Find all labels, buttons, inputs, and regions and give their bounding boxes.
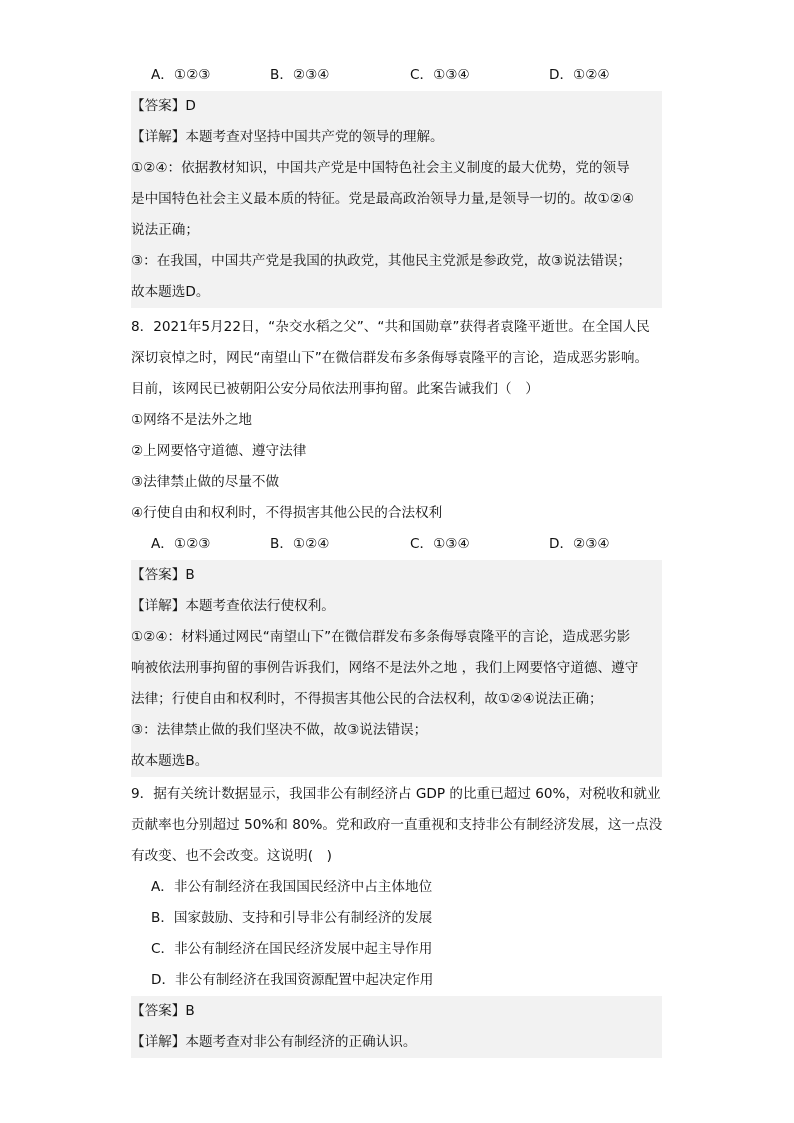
q8-answer: 【答案】B [131, 560, 662, 591]
q8-explanation-line: ③：法律禁止做的我们坚决不做，故③说法错误； [131, 715, 662, 746]
q7-explanation-line: ①②④：依据教材知识，中国共产党是中国特色社会主义制度的最大优势，党的领导 [131, 153, 662, 184]
q9-option-b: B．国家鼓励、支持和引导非公有制经济的发展 [151, 910, 433, 926]
q7-explanation-line: 说法正确； [131, 215, 662, 246]
q9-option-c: C．非公有制经济在国民经济发展中起主导作用 [151, 941, 433, 957]
q9-option-a: A．非公有制经济在我国国民经济中占主体地位 [151, 879, 433, 895]
q7-option-c: C．①③④ [410, 67, 470, 83]
q8-item-1: ①网络不是法外之地 [131, 412, 252, 428]
q7-options [131, 60, 662, 91]
q7-option-d: D．①②④ [549, 67, 610, 83]
q9-answer: 【答案】B [131, 996, 662, 1027]
q7-detail: 【详解】本题考查对坚持中国共产党的领导的理解。 [131, 122, 662, 153]
q8-options [131, 529, 662, 560]
q9-stem-line: 9．据有关统计数据显示，我国非公有制经济占 GDP 的比重已超过 60%，对税收和就业 [131, 786, 661, 802]
q8-option-c: C．①③④ [410, 536, 470, 552]
q8-option-d: D．②③④ [549, 536, 610, 552]
q8-stem-line: 目前，该网民已被朝阳公安分局依法刑事拘留。此案告诫我们（ ） [131, 381, 539, 397]
q9-option-d: D．非公有制经济在我国资源配置中起决定作用 [151, 972, 434, 988]
q8-item-2: ②上网要恪守道德、遵守法律 [131, 443, 307, 459]
q8-detail: 【详解】本题考查依法行使权利。 [131, 591, 662, 622]
q9-stem-line: 贡献率也分别超过 50%和 80%。党和政府一直重视和支持非公有制经济发展，这一点没 [131, 817, 662, 833]
q8-stem-line: 深切哀悼之时，网民“南望山下”在微信群发布多条侮辱袁隆平的言论，造成恶劣影响。 [131, 350, 649, 366]
q9-detail: 【详解】本题考查对非公有制经济的正确认识。 [131, 1027, 662, 1058]
q8-option-b: B．①②④ [270, 536, 330, 552]
q7-explanation-line: 是中国特色社会主义最本质的特征。党是最高政治领导力量,是领导一切的。故①②④ [131, 184, 662, 215]
q7-option-b: B．②③④ [270, 67, 330, 83]
q8-explanation-line: ①②④：材料通过网民“南望山下”在微信群发布多条侮辱袁隆平的言论，造成恶劣影 [131, 622, 662, 653]
q9-stem-line: 有改变、也不会改变。这说明( ) [131, 848, 332, 864]
q7-conclusion: 故本题选D。 [131, 277, 662, 308]
q7-explanation-line: ③：在我国，中国共产党是我国的执政党，其他民主党派是参政党，故③说法错误； [131, 246, 662, 277]
q8-item-3: ③法律禁止做的尽量不做 [131, 474, 280, 490]
q8-stem-line: 8．2021年5月22日，“杂交水稻之父”、“共和国勋章”获得者袁隆平逝世。在全国人民 [131, 319, 650, 335]
q8-item-4: ④行使自由和权利时，不得损害其他公民的合法权利 [131, 505, 443, 521]
q8-option-a: A．①②③ [151, 536, 211, 552]
q7-option-a: A．①②③ [151, 67, 211, 83]
q8-explanation-line: 响被依法刑事拘留的事例告诉我们，网络不是法外之地 ，我们上网要恪守道德、遵守 [131, 653, 662, 684]
q8-conclusion: 故本题选B。 [131, 746, 662, 777]
q8-explanation-line: 法律；行使自由和权利时，不得损害其他公民的合法权利，故①②④说法正确； [131, 684, 662, 715]
q7-answer: 【答案】D [131, 91, 662, 122]
